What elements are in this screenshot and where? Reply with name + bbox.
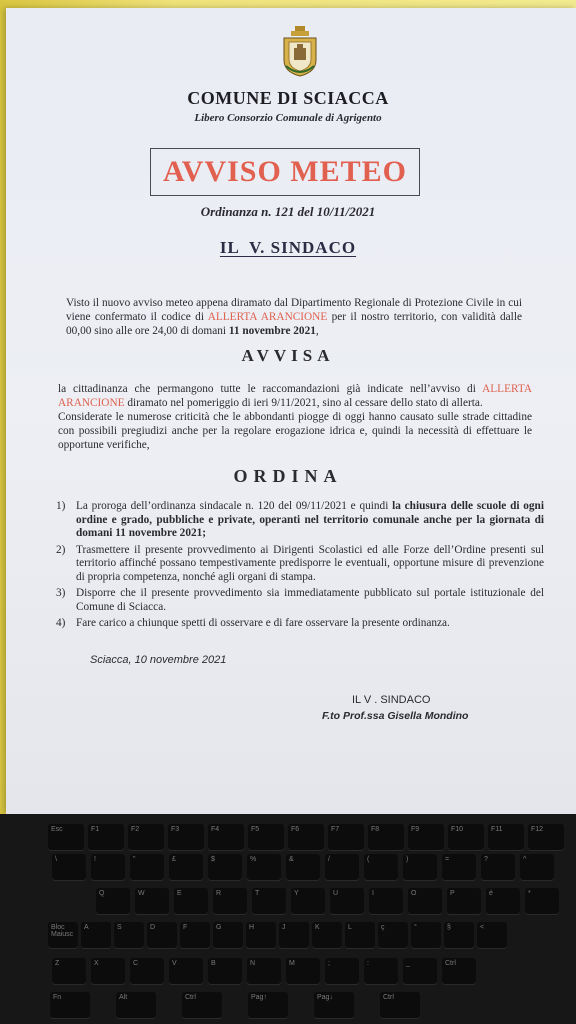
list-item (56, 617, 544, 631)
keyboard-key: X (91, 958, 125, 984)
keyboard-key: Ctrl (182, 992, 222, 1018)
intro-text-1: Visto il nuovo avviso meteo appena diramato dal Dipartimento Regionale di Protezione Civile in cui viene confermato il codice di (66, 297, 522, 323)
avvisa-text-1: la cittadinanza che permangono tutte le raccomandazioni già indicate nell’avviso di (58, 383, 483, 395)
keyboard-key: * (525, 888, 559, 914)
signatory-title: IL V . SINDACO (352, 694, 431, 706)
list-item-text-plain: La proroga dell’ordinanza sindacale n. 120 del 09/11/2021 e quindi (76, 500, 393, 512)
keyboard-key: ) (403, 854, 437, 880)
keyboard-key: ? (481, 854, 515, 880)
avvisa-text-3: Considerate le numerose criticità che le abbondanti piogge di oggi hanno causato sulle strade cittadine con possibili pregiudizi anche per la regolare erogazione idrica e, quindi la necessità di effettuare le opportune verifiche, (58, 411, 532, 451)
keyboard-key: $ (208, 854, 242, 880)
issuer-heading (0, 238, 576, 258)
intro-date: 11 novembre 2021 (228, 325, 316, 337)
signatory-name: F.to Prof.ssa Gisella Mondino (322, 710, 469, 722)
list-item-number: 4) (56, 617, 66, 629)
keyboard-key: Z (52, 958, 86, 984)
avvisa-heading: AVVISA (241, 346, 335, 365)
keyboard-key: F4 (208, 824, 244, 850)
notice-title: AVVISO METEO (162, 155, 407, 188)
keyboard-key: " (130, 854, 164, 880)
keyboard-key: Fn (50, 992, 90, 1018)
avvisa-alert-text: ALLERTA ARANCIONE (58, 383, 532, 409)
keyboard-key: Ctrl (380, 992, 420, 1018)
keyboard-key: F11 (488, 824, 524, 850)
intro-paragraph (66, 296, 522, 338)
list-item-number: 1) (56, 500, 66, 512)
list-item-text: Trasmettere il presente provvedimento ai Dirigenti Scolastici ed alle Forze dell’Ordine presenti sul territorio affinché possano tempestivamente predisporre le eventuali, opportune misure di prevenzione di propria competenza, nonché agli organi di stampa. (76, 543, 544, 583)
intro-text-3: , (315, 325, 319, 337)
keyboard-key: V (169, 958, 203, 984)
keyboard-key: £ (169, 854, 203, 880)
list-item-number: 2) (56, 543, 66, 556)
keyboard-key: Ctrl (442, 958, 476, 984)
keyboard-key: R (213, 888, 247, 914)
keyboard-key: C (130, 958, 164, 984)
keyboard-key: Esc (48, 824, 84, 850)
keyboard-key: ; (325, 958, 359, 984)
place-date: Sciacca, 10 novembre 2021 (90, 654, 227, 666)
keyboard-key: F (180, 922, 210, 948)
list-item (56, 587, 544, 614)
keyboard-key: F10 (448, 824, 484, 850)
municipality-title: COMUNE DI SCIACCA (187, 88, 389, 108)
avvisa-text-2: diramato nel pomeriggio di ieri 9/11/2021, sino al cessare dello stato di allerta. (124, 397, 483, 409)
intro-text-2: per il nostro territorio, con validità dalle 00,00 sino alle ore 24,00 di domani (66, 311, 522, 337)
keyboard-key: Pag↓ (314, 992, 354, 1018)
issuer-heading-text: IL V. SINDACO (219, 238, 357, 257)
municipality-subtitle: Libero Consorzio Comunale di Agrigento (194, 112, 382, 124)
keyboard-key: & (286, 854, 320, 880)
list-item (56, 500, 544, 541)
keyboard-key: L (345, 922, 375, 948)
keyboard-key: : (364, 958, 398, 984)
notice-title-box (150, 148, 420, 196)
keyboard-key: ^ (520, 854, 554, 880)
keyboard-key: O (408, 888, 442, 914)
keyboard-key: F2 (128, 824, 164, 850)
keyboard-key: / (325, 854, 359, 880)
keyboard-key: J (279, 922, 309, 948)
keyboard-key: H (246, 922, 276, 948)
keyboard-key: T (252, 888, 286, 914)
keyboard-key: Alt (116, 992, 156, 1018)
coat-of-arms-icon (280, 26, 320, 78)
keyboard-key: ! (91, 854, 125, 880)
keyboard-key: D (147, 922, 177, 948)
keyboard-key: I (369, 888, 403, 914)
keyboard-key: E (174, 888, 208, 914)
ordina-list (56, 500, 544, 634)
avvisa-paragraph (58, 382, 532, 452)
keyboard-key: % (247, 854, 281, 880)
keyboard-key: N (247, 958, 281, 984)
keyboard-key: F8 (368, 824, 404, 850)
keyboard-key: F7 (328, 824, 364, 850)
keyboard-key: Y (291, 888, 325, 914)
keyboard-key: ç (378, 922, 408, 948)
keyboard-key: F3 (168, 824, 204, 850)
keyboard-key: A (81, 922, 111, 948)
keyboard-key: ° (411, 922, 441, 948)
ordina-heading: ORDINA (233, 466, 343, 486)
list-item (56, 544, 544, 585)
keyboard-key: F5 (248, 824, 284, 850)
keyboard-key: F6 (288, 824, 324, 850)
list-item-text (76, 500, 544, 541)
list-item-text: Fare carico a chiunque spetti di osservare e di fare osservare la presente ordinanza. (76, 617, 450, 629)
list-item-number: 3) (56, 587, 66, 599)
keyboard-key: G (213, 922, 243, 948)
keyboard-key: < (477, 922, 507, 948)
keyboard-key: M (286, 958, 320, 984)
keyboard-key: F9 (408, 824, 444, 850)
keyboard-key: P (447, 888, 481, 914)
keyboard-key: S (114, 922, 144, 948)
intro-alert-text: ALLERTA ARANCIONE (207, 311, 328, 323)
keyboard-key: F12 (528, 824, 564, 850)
keyboard-key: U (330, 888, 364, 914)
keyboard-key: é (486, 888, 520, 914)
keyboard-key: ( (364, 854, 398, 880)
keyboard-key: B (208, 958, 242, 984)
keyboard-key: \ (52, 854, 86, 880)
list-item-text-bold: la chiusura delle scuole di ogni ordine e grado, pubbliche e private, operanti nel territorio comunale anche per la giornata di domani 11 novembre 2021; (76, 500, 544, 539)
keyboard-key: F1 (88, 824, 124, 850)
keyboard-key: K (312, 922, 342, 948)
keyboard-key: Pag↑ (248, 992, 288, 1018)
laptop-keyboard (0, 814, 576, 1024)
keyboard-key: _ (403, 958, 437, 984)
keyboard-key: W (135, 888, 169, 914)
keyboard-key: § (444, 922, 474, 948)
keyboard-key: Q (96, 888, 130, 914)
keyboard-key: = (442, 854, 476, 880)
list-item-text: Disporre che il presente provvedimento sia immediatamente pubblicato sul portale istituzionale del Comune di Sciacca. (76, 587, 544, 613)
keyboard-key: Bloc Maiusc (48, 922, 78, 948)
ordinance-number: Ordinanza n. 121 del 10/11/2021 (200, 204, 376, 219)
